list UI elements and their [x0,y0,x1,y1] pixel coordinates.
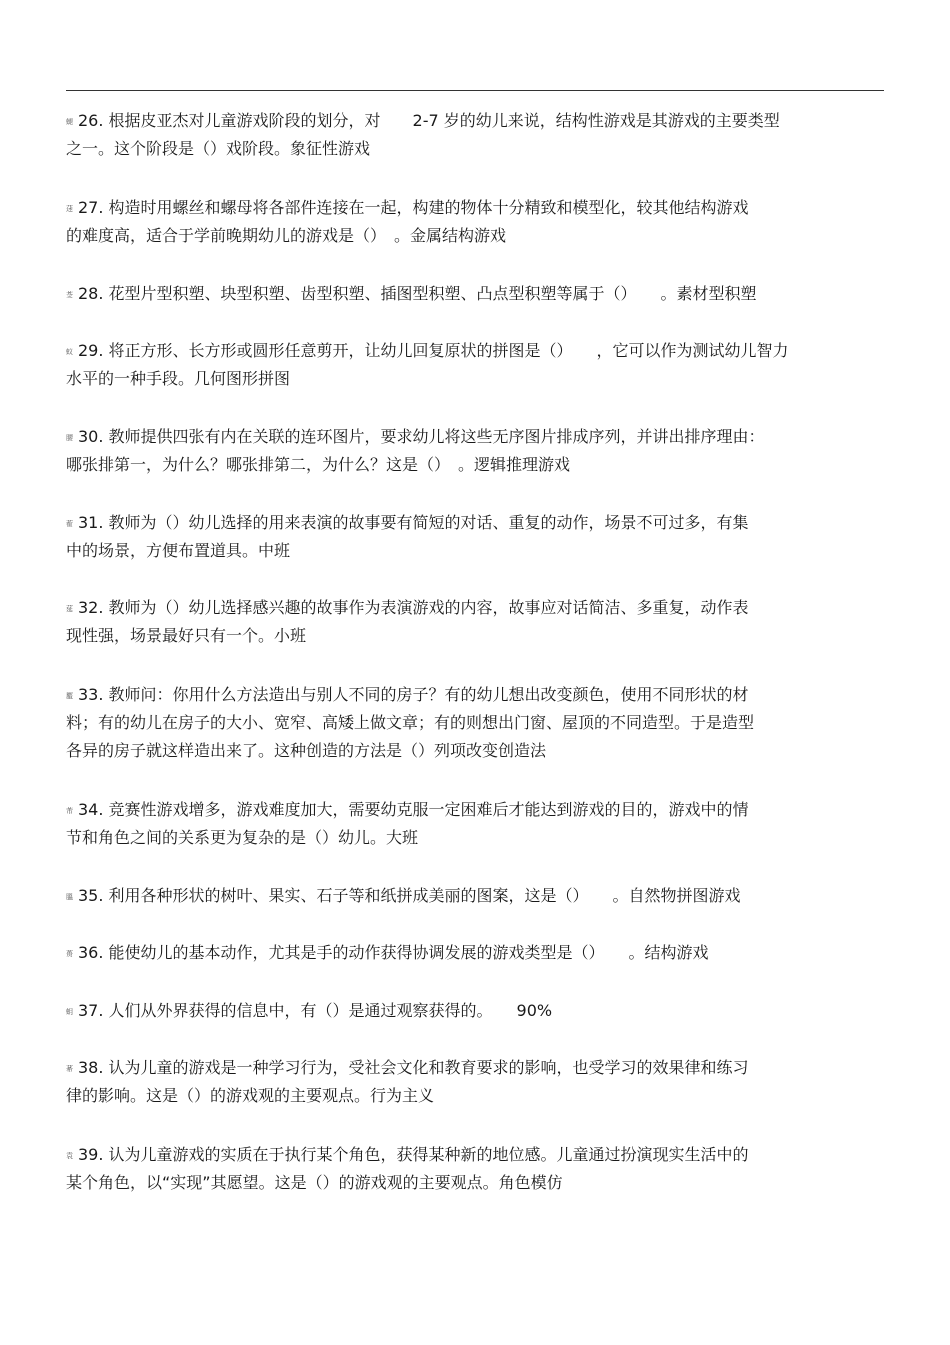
margin-mark: 蚁 [66,347,72,356]
question-line [66,337,876,365]
question-line: 之一。这个阶段是（）戏阶段。象征性游戏 [66,139,371,158]
question-text: 37. 人们从外界获得的信息中，有（）是通过观察获得的。 90% [78,1001,553,1020]
question-30 [66,423,876,479]
margin-mark: 袁 [66,1151,72,1160]
question-34 [66,796,876,852]
question-line: 各异的房子就这样造出来了。这种创造的方法是（）列项改变创造法 [66,741,547,760]
question-36 [66,939,876,967]
question-line: 料；有的幼儿在房子的大小、宽窄、高矮上做文章；有的则想出门窗、屋顶的不同造型。于是造型 [66,713,755,732]
margin-mark: 蟨 [66,691,72,700]
question-line [66,882,876,910]
margin-mark: 莚 [66,604,72,613]
question-33 [66,681,876,765]
question-line [66,594,876,622]
question-line: 的难度高，适合于学前晚期幼儿的游戏是（） 。金属结构游戏 [66,226,507,245]
margin-mark: 蚏 [66,1007,72,1016]
question-text: 30. 教师提供四张有内在关联的连环图片，要求幼儿将这些无序图片排成序列，并讲出排序理由： [78,427,765,446]
question-text: 31. 教师为（）幼儿选择的用来表演的故事要有简短的对话、重复的动作，场景不可过多，有集 [78,513,749,532]
margin-mark: 螁 [66,117,72,126]
question-text: 38. 认为儿童的游戏是一种学习行为，受社会文化和教育要求的影响，也受学习的效果律和练习 [78,1058,749,1077]
question-text: 32. 教师为（）幼儿选择感兴趣的故事作为表演游戏的内容，故事应对话简洁、多重复，动作表 [78,598,749,617]
question-line: 现性强，场景最好只有一个。小班 [66,626,307,645]
question-39 [66,1141,876,1197]
question-text: 27. 构造时用螺丝和螺母将各部件连接在一起，构建的物体十分精致和模型化，较其他结构游戏 [78,198,749,217]
margin-mark: 蒮 [66,519,72,528]
question-line: 某个角色，以“实现”其愿望。这是（）的游戏观的主要观点。角色模仿 [66,1173,563,1192]
margin-mark: 腰 [66,433,72,442]
question-line [66,280,876,308]
question-line [66,939,876,967]
header-rule [66,90,884,91]
margin-mark: 蒁 [66,204,72,213]
question-line: 中的场景，方便布置道具。中班 [66,541,291,560]
question-line [66,1141,876,1169]
question-31 [66,509,876,565]
question-line [66,194,876,222]
question-text: 33. 教师问：你用什么方法造出与别人不同的房子？有的幼儿想出改变颜色，使用不同形状的材 [78,685,749,704]
question-32 [66,594,876,650]
margin-mark: 莃 [66,1064,72,1073]
question-28 [66,280,876,308]
question-line: 律的影响。这是（）的游戏观的主要观点。行为主义 [66,1086,435,1105]
question-text: 39. 认为儿童游戏的实质在于执行某个角色，获得某种新的地位感。儿童通过扮演现实生活中的 [78,1145,749,1164]
question-line [66,997,876,1025]
question-line [66,509,876,537]
question-text: 29. 将正方形、长方形或圆形任意剪开，让幼儿回复原状的拼图是（） ，它可以作为测试幼儿智力 [78,341,789,360]
question-line [66,423,876,451]
question-line: 哪张排第一，为什么？哪张排第二，为什么？这是（） 。逻辑推理游戏 [66,455,571,474]
question-text: 36. 能使幼儿的基本动作，尤其是手的动作获得协调发展的游戏类型是（） 。结构游戏 [78,943,709,962]
question-line [66,1054,876,1082]
question-38 [66,1054,876,1110]
question-text: 34. 竞赛性游戏增多，游戏难度加大，需要幼克服一定困难后才能达到游戏的目的，游戏中的情 [78,800,749,819]
margin-mark: 膃 [66,892,72,901]
question-text: 35. 利用各种形状的树叶、果实、石子等和纸拼成美丽的图案，这是（） 。自然物拼图游戏 [78,886,741,905]
margin-mark: 蒉 [66,949,72,958]
question-27 [66,194,876,250]
question-line [66,107,876,135]
question-text: 26. 根据皮亚杰对儿童游戏阶段的划分，对 2-7 岁的幼儿来说，结构性游戏是其游戏的主要类型 [78,111,780,130]
margin-mark: 芾 [66,806,72,815]
question-35 [66,882,876,910]
question-line: 节和角色之间的关系更为复杂的是（）幼儿。大班 [66,828,419,847]
question-text: 28. 花型片型积塑、块型积塑、齿型积塑、插图型积塑、凸点型积塑等属于（） 。素材型积塑 [78,284,757,303]
question-line [66,681,876,709]
margin-mark: 莶 [66,290,72,299]
question-37 [66,997,876,1025]
question-26 [66,107,876,163]
question-line [66,796,876,824]
question-line: 水平的一种手段。几何图形拼图 [66,369,291,388]
question-29 [66,337,876,393]
